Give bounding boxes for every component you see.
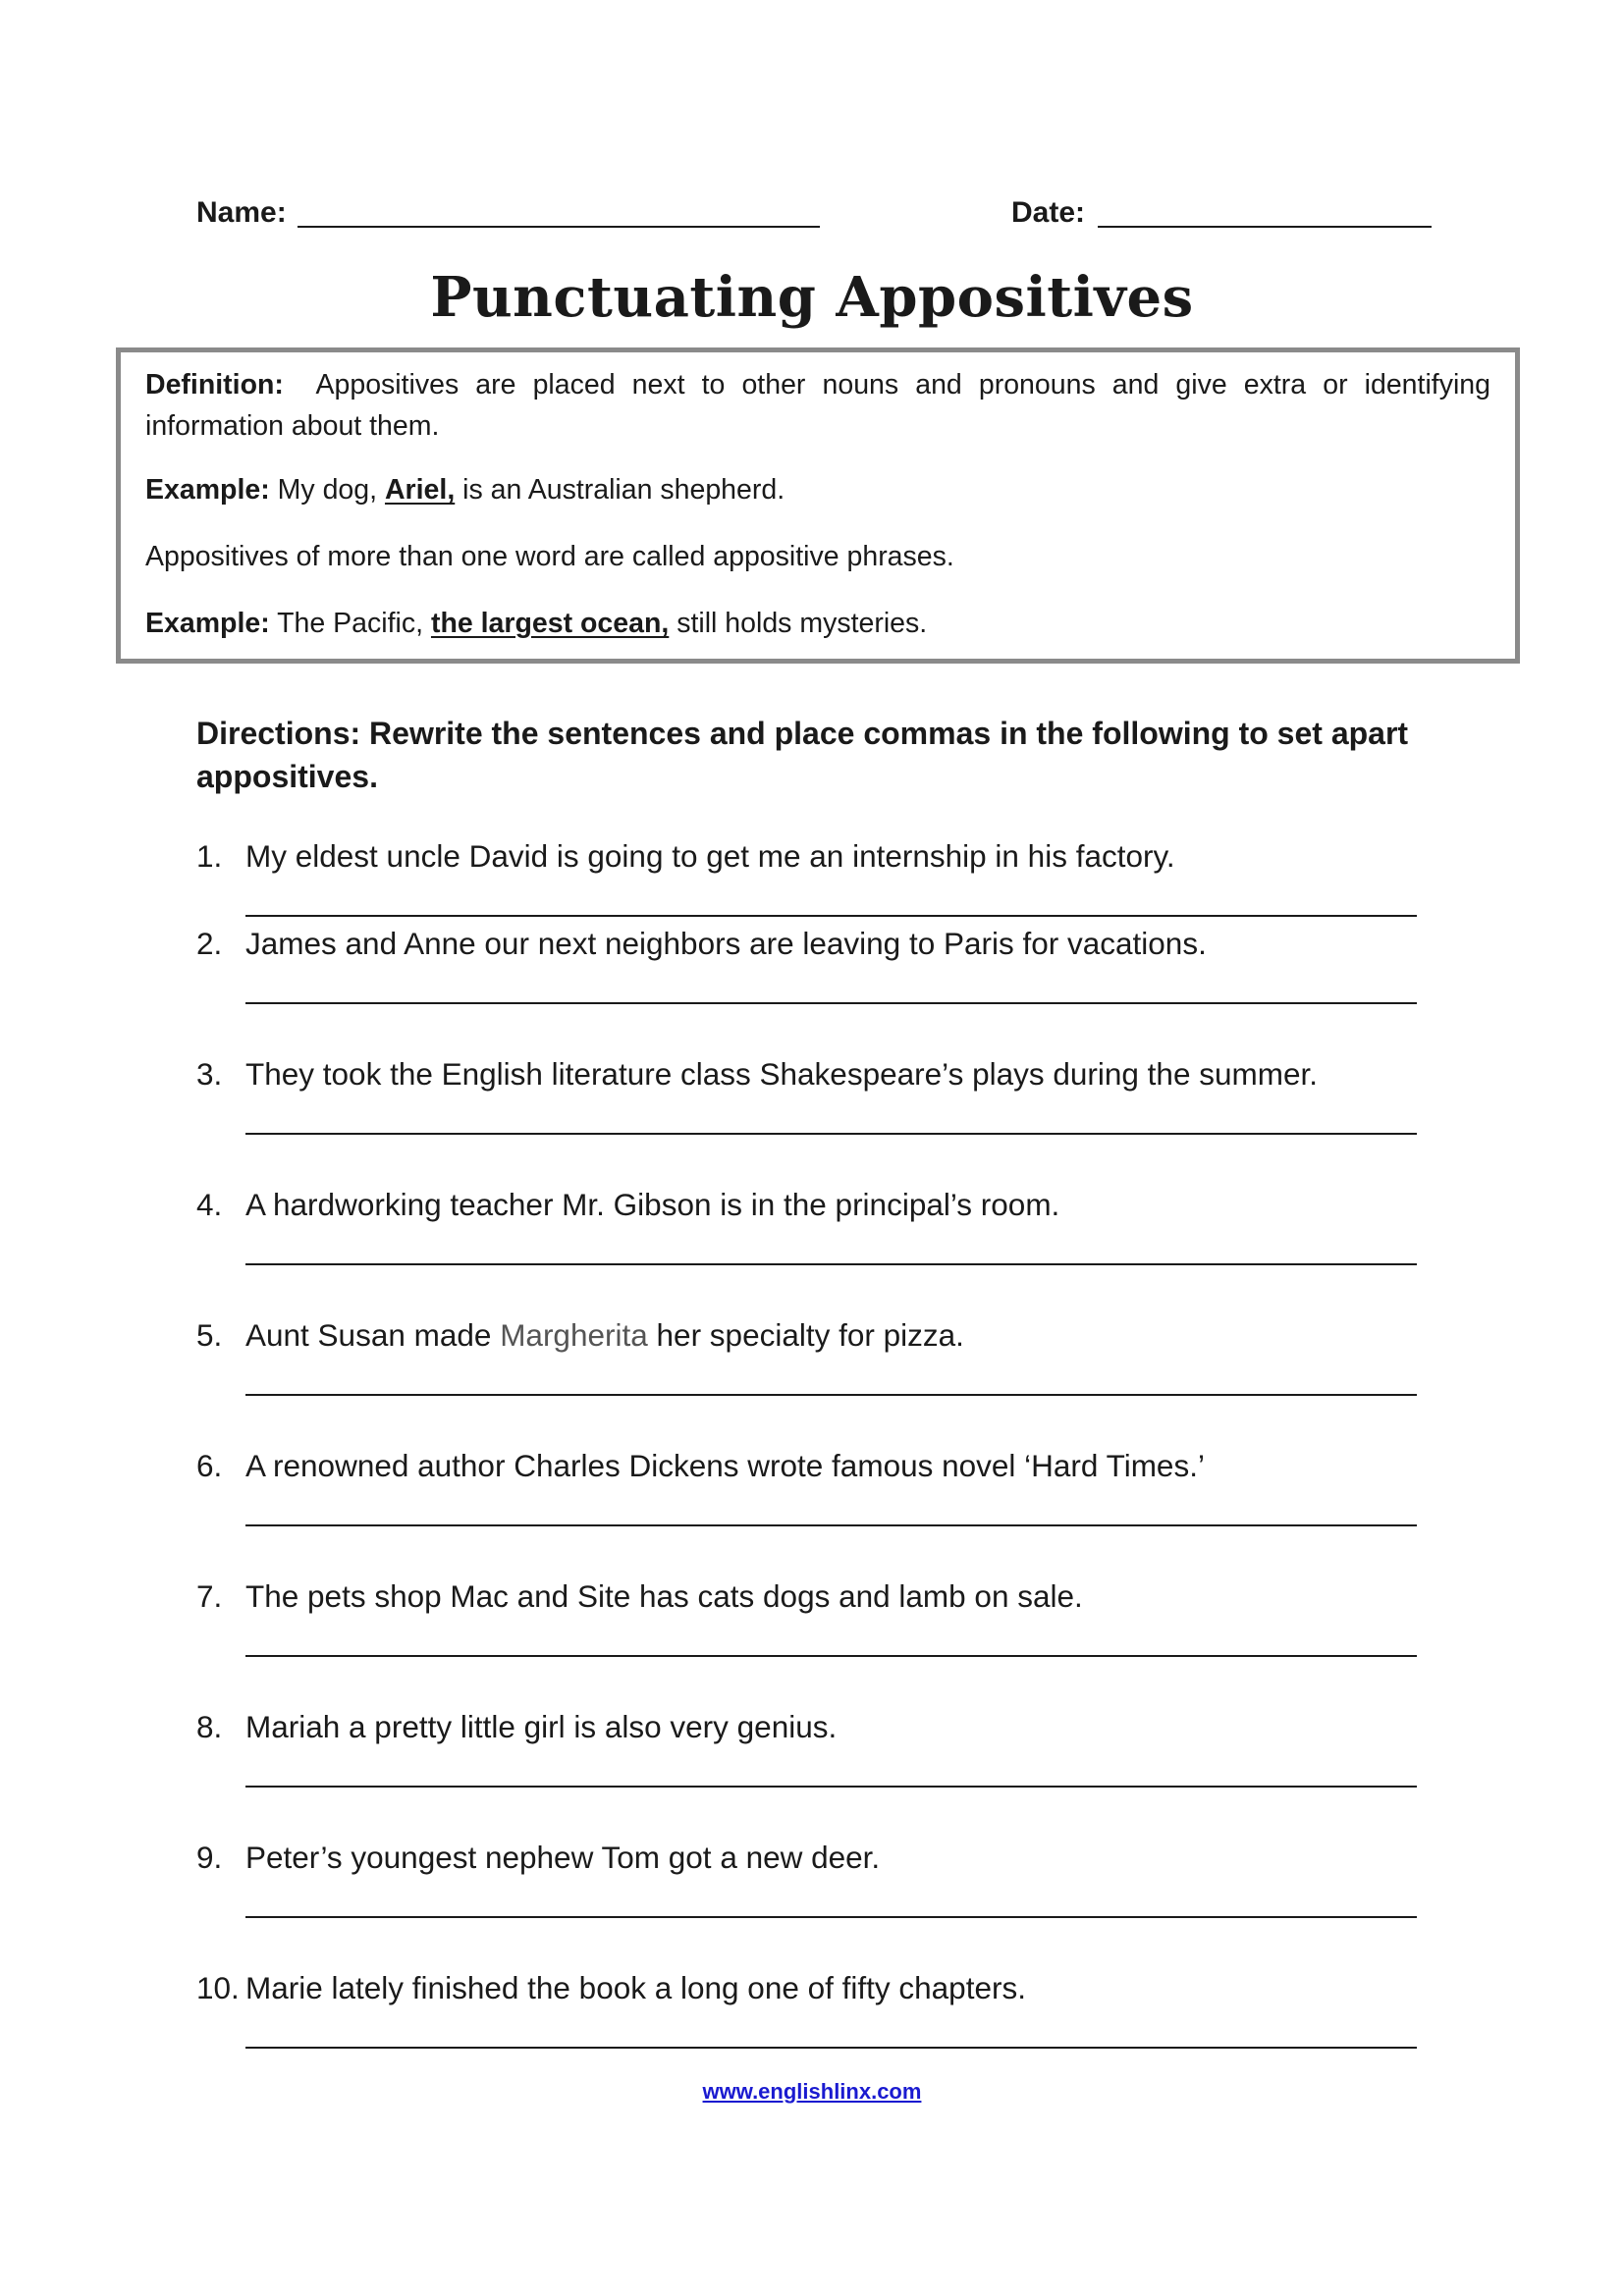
- item-number: 4.: [196, 1187, 223, 1222]
- example-1: [145, 469, 1490, 510]
- item-sentence-highlight: Margherita: [500, 1317, 648, 1353]
- answer-line[interactable]: [245, 2047, 1417, 2049]
- date-label: Date:: [1011, 196, 1086, 229]
- item-sentence: Mariah a pretty little girl is also very genius.: [245, 1709, 838, 1744]
- date-field[interactable]: [1098, 226, 1432, 228]
- example-2: [145, 603, 1490, 644]
- example-2-before: The Pacific,: [277, 608, 424, 639]
- answer-line[interactable]: [245, 1394, 1417, 1396]
- definition-text: Appositives are placed next to other nouns and pronouns and give extra or identifying information about them.: [145, 369, 1490, 442]
- item-number: 8.: [196, 1709, 223, 1744]
- item-number: 9.: [196, 1840, 223, 1875]
- footer-link[interactable]: www.englishlinx.com: [702, 2079, 922, 2104]
- item-number: 5.: [196, 1317, 223, 1353]
- answer-line[interactable]: [245, 1786, 1417, 1788]
- item-number: 6.: [196, 1448, 223, 1483]
- example-2-label: Example:: [145, 608, 270, 639]
- item-sentence: My eldest uncle David is going to get me an internship in his factory.: [245, 838, 1175, 874]
- answer-line[interactable]: [245, 1524, 1417, 1526]
- answer-line[interactable]: [245, 1916, 1417, 1918]
- answer-line[interactable]: [245, 1655, 1417, 1657]
- item-sentence: Peter’s youngest nephew Tom got a new deer.: [245, 1840, 881, 1875]
- item-number: 3.: [196, 1056, 223, 1092]
- item-sentence: A hardworking teacher Mr. Gibson is in the principal’s room.: [245, 1187, 1060, 1222]
- definition-box: [116, 347, 1520, 664]
- phrases-note: Appositives of more than one word are called appositive phrases.: [145, 541, 954, 572]
- item-sentence: They took the English literature class Shakespeare’s plays during the summer.: [245, 1056, 1318, 1092]
- answer-line[interactable]: [245, 1002, 1417, 1004]
- item-number: 10.: [196, 1970, 240, 2005]
- item-sentence-before: Aunt Susan made: [245, 1317, 492, 1353]
- name-field[interactable]: [298, 226, 820, 228]
- worksheet-title: Punctuating Appositives: [430, 265, 1194, 330]
- example-1-label: Example:: [145, 474, 270, 506]
- example-2-appositive: the largest ocean,: [430, 608, 670, 639]
- item-sentence: [245, 1315, 964, 1355]
- answer-line[interactable]: [245, 1133, 1417, 1135]
- item-sentence: James and Anne our next neighbors are leaving to Paris for vacations.: [245, 926, 1207, 961]
- item-sentence: The pets shop Mac and Site has cats dogs and lamb on sale.: [245, 1578, 1083, 1614]
- item-sentence: A renowned author Charles Dickens wrote famous novel ‘Hard Times.’: [245, 1448, 1205, 1483]
- item-sentence-after: her specialty for pizza.: [656, 1317, 964, 1353]
- example-1-before: My dog,: [277, 474, 378, 506]
- example-2-after: still holds mysteries.: [677, 608, 928, 639]
- item-sentence: Marie lately finished the book a long one of fifty chapters.: [245, 1970, 1026, 2005]
- item-number: 1.: [196, 838, 223, 874]
- answer-line[interactable]: [245, 915, 1417, 917]
- directions: Directions: Rewrite the sentences and place commas in the following to set apart appositives.: [196, 716, 1409, 794]
- name-label: Name:: [196, 196, 287, 229]
- example-1-appositive: Ariel,: [384, 474, 456, 506]
- item-number: 2.: [196, 926, 223, 961]
- definition-label: Definition:: [145, 369, 284, 400]
- item-number: 7.: [196, 1578, 223, 1614]
- example-1-after: is an Australian shepherd.: [462, 474, 785, 506]
- definition-paragraph: [145, 364, 1490, 447]
- answer-line[interactable]: [245, 1263, 1417, 1265]
